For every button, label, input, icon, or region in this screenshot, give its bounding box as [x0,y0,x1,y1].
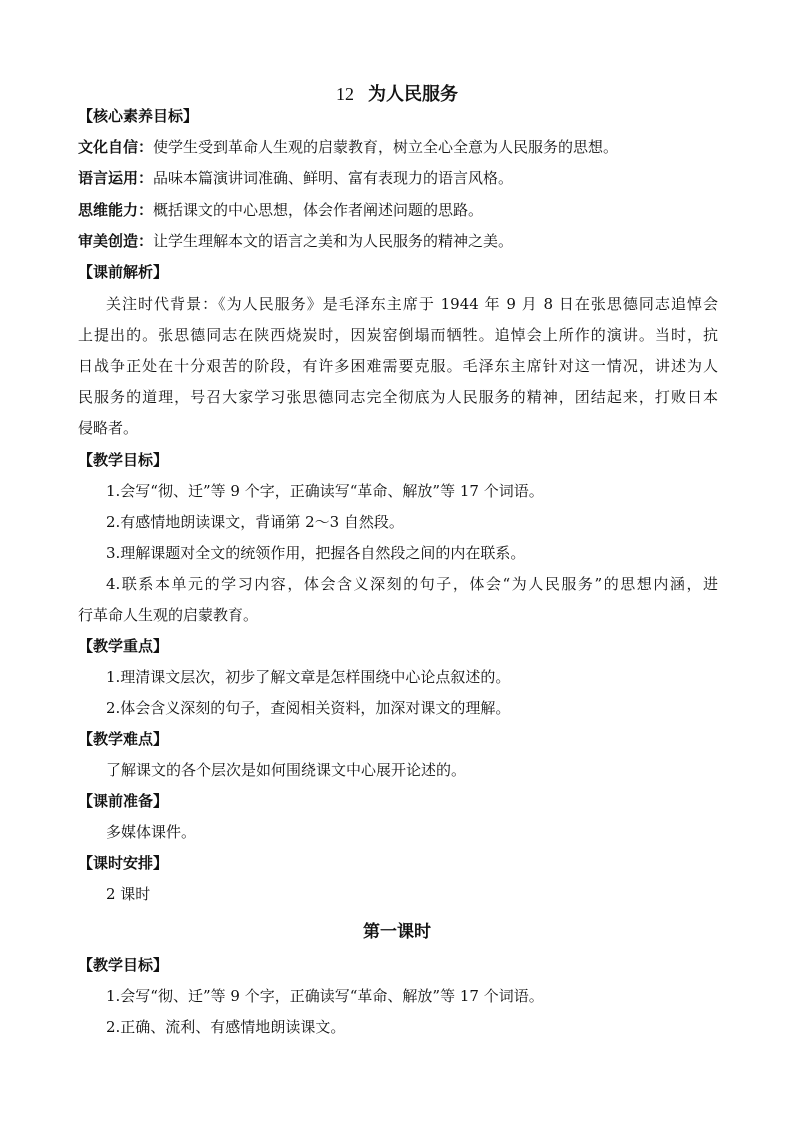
paragraph-line: 2 课时 [106,885,151,903]
paragraph-line: 侵略者。 [78,419,139,437]
list-item: 1.会写“彻、迁”等 9 个字，正确读写“革命、解放”等 17 个词语。 [106,482,544,500]
list-item: 4.联系本单元的学习内容，体会含义深刻的句子，体会“为人民服务”的思想内涵，进 [106,575,718,593]
preparation-heading: 【课前准备】 [78,792,169,810]
list-item: 2.正确、流利、有感情地朗读课文。 [106,1018,346,1036]
list-item: 1.理清课文层次，初步了解文章是怎样围绕中心论点叙述的。 [106,668,511,686]
core-goal-text: 使学生受到革命人生观的启蒙教育，树立全心全意为人民服务的思想。 [153,138,619,156]
paragraph-line: 上提出的。张思德同志在陕西烧炭时，因炭窑倒塌而牺牲。追悼会上所作的演讲。当时，抗 [78,326,718,344]
core-goal-item [78,168,718,188]
paragraph-line: 多媒体课件。 [106,823,197,841]
core-goal-label: 审美创造： [78,232,154,250]
core-goal-item [78,231,718,251]
schedule-heading: 【课时安排】 [78,854,169,872]
list-item-continuation: 行革命人生观的启蒙教育。 [78,606,259,624]
list-item: 3.理解课题对全文的统领作用，把握各自然段之间的内在联系。 [106,544,526,562]
core-goal-label: 思维能力： [78,201,154,219]
paragraph-line: 日战争正处在十分艰苦的阶段，有许多困难需要克服。毛泽东主席针对这一情况，讲述为人 [78,357,718,375]
first-lesson-title: 第一课时 [363,922,431,942]
list-item: 1.会写“彻、迁”等 9 个字，正确读写“革命、解放”等 17 个词语。 [106,987,544,1005]
core-goal-label: 语言运用： [78,169,154,187]
core-goal-label: 文化自信： [78,138,154,156]
paragraph-line: 了解课文的各个层次是如何围绕课文中心展开论述的。 [106,761,467,779]
core-goal-item [78,137,718,157]
list-item: 2.体会含义深刻的句子，查阅相关资料，加深对课文的理解。 [106,699,511,717]
core-goal-text: 让学生理解本文的语言之美和为人民服务的精神之美。 [153,232,514,250]
lesson-number: 12 [336,84,354,104]
paragraph-line: 民服务的道理，号召大家学习张思德同志完全彻底为人民服务的精神，团结起来，打败日本 [78,388,718,406]
list-item: 2.有感情地朗读课文，背诵第 2～3 自然段。 [106,513,404,531]
first-lesson-goals-heading: 【教学目标】 [78,956,169,974]
paragraph-line: 关注时代背景：《为人民服务》是毛泽东主席于 1944 年 9 月 8 日在张思德同志追悼会 [106,295,718,313]
core-goals-heading: 【核心素养目标】 [78,107,199,125]
core-goal-text: 品味本篇演讲词准确、鲜明、富有表现力的语言风格。 [153,169,514,187]
teaching-goals-heading: 【教学目标】 [78,451,169,469]
preview-analysis-heading: 【课前解析】 [78,263,169,281]
key-points-heading: 【教学重点】 [78,637,169,655]
core-goal-text: 概括课文的中心思想，体会作者阐述问题的思路。 [153,201,484,219]
lesson-title-text: 为人民服务 [368,84,458,105]
difficulties-heading: 【教学难点】 [78,730,169,748]
core-goal-item [78,200,718,220]
lesson-title [0,80,794,106]
